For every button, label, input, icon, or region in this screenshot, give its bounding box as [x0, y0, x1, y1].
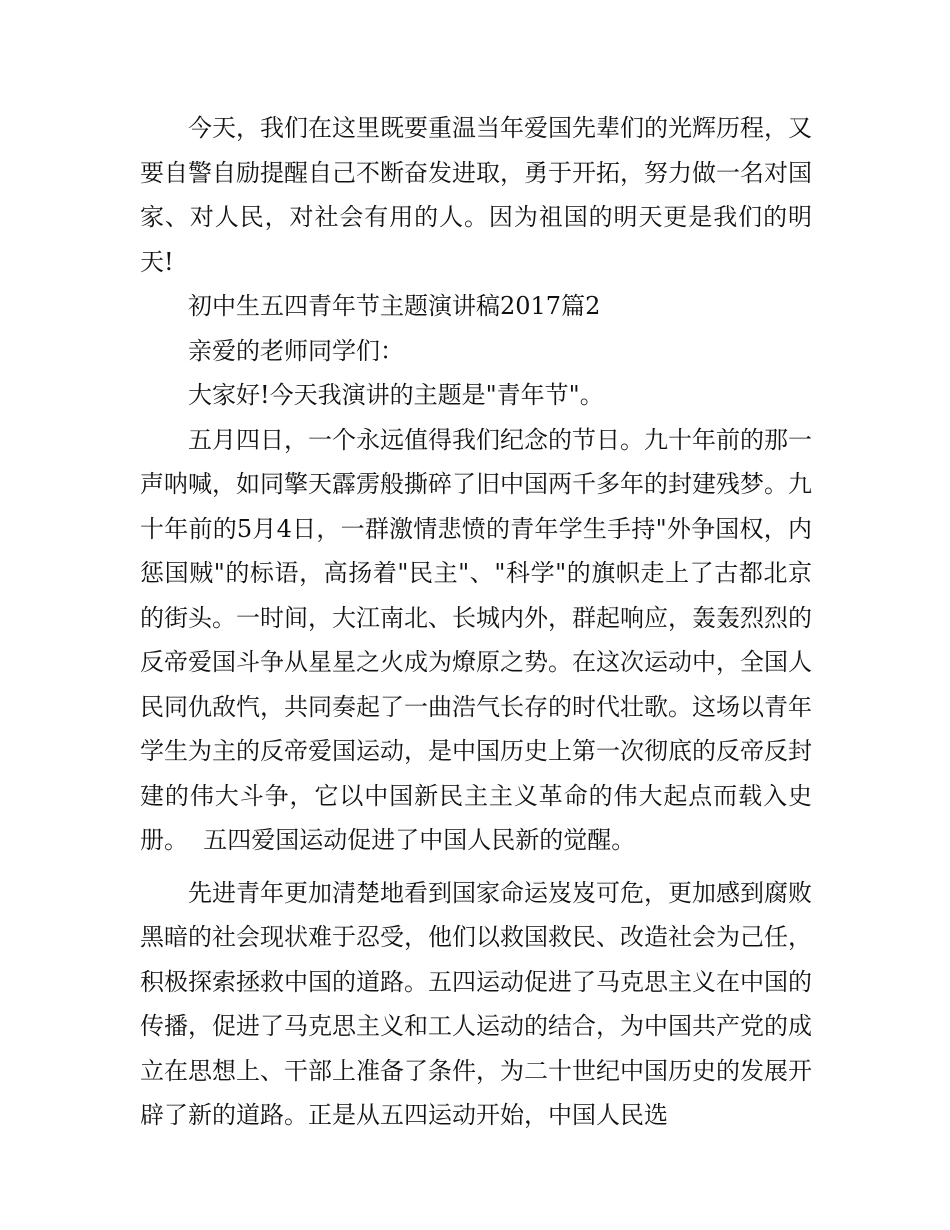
paragraph-may-fourth: 五月四日，一个永远值得我们纪念的节日。九十年前的那一声呐喊，如同擎天霹雳般撕碎了旧中国两千多年的封建残梦。九十年前的5月4日，一群激情悲愤的青年学生手持"外争国权，内惩国贼"的标语，高扬着"民主"、"科学"的旗帜走上了古都北京的街头。一时间，大江南北、长城内外，群起响应，轰轰烈烈的反帝爱国斗争从星星之火成为燎原之势。在这次运动中，全国人民同仇敌忾，共同奏起了一曲浩气长存的时代壮歌。这场以青年学生为主的反帝爱国运动，是中国历史上第一次彻底的反帝反封建的伟大斗争，它以中国新民主主义革命的伟大起点而载入史册。 五四爱国运动促进了中国人民新的觉醒。 — [140, 425, 812, 854]
document-body — [140, 106, 812, 1138]
greeting-line: 大家好!今天我演讲的主题是"青年节"。 — [188, 381, 604, 409]
paragraph-progressive-youth: 先进青年更加清楚地看到国家命运岌岌可危，更加感到腐败黑暗的社会现状难于忍受，他们以救国救民、改造社会为己任，积极探索拯救中国的道路。五四运动促进了马克思主义在中国的传播，促进了马克思主义和工人运动的结合，为中国共产党的成立在思想上、干部上准备了条件，为二十世纪中国历史的发展开辟了新的道路。正是从五四运动开始，中国人民选 — [140, 878, 812, 1129]
section-heading: 初中生五四青年节主题演讲稿2017篇2 — [188, 292, 601, 320]
paragraph-intro: 今天，我们在这里既要重温当年爱国先辈们的光辉历程，又要自警自励提醒自己不断奋发进取，勇于开拓，努力做一名对国家、对人民，对社会有用的人。因为祖国的明天更是我们的明天! — [140, 114, 812, 276]
salutation: 亲爱的老师同学们： — [188, 336, 404, 365]
